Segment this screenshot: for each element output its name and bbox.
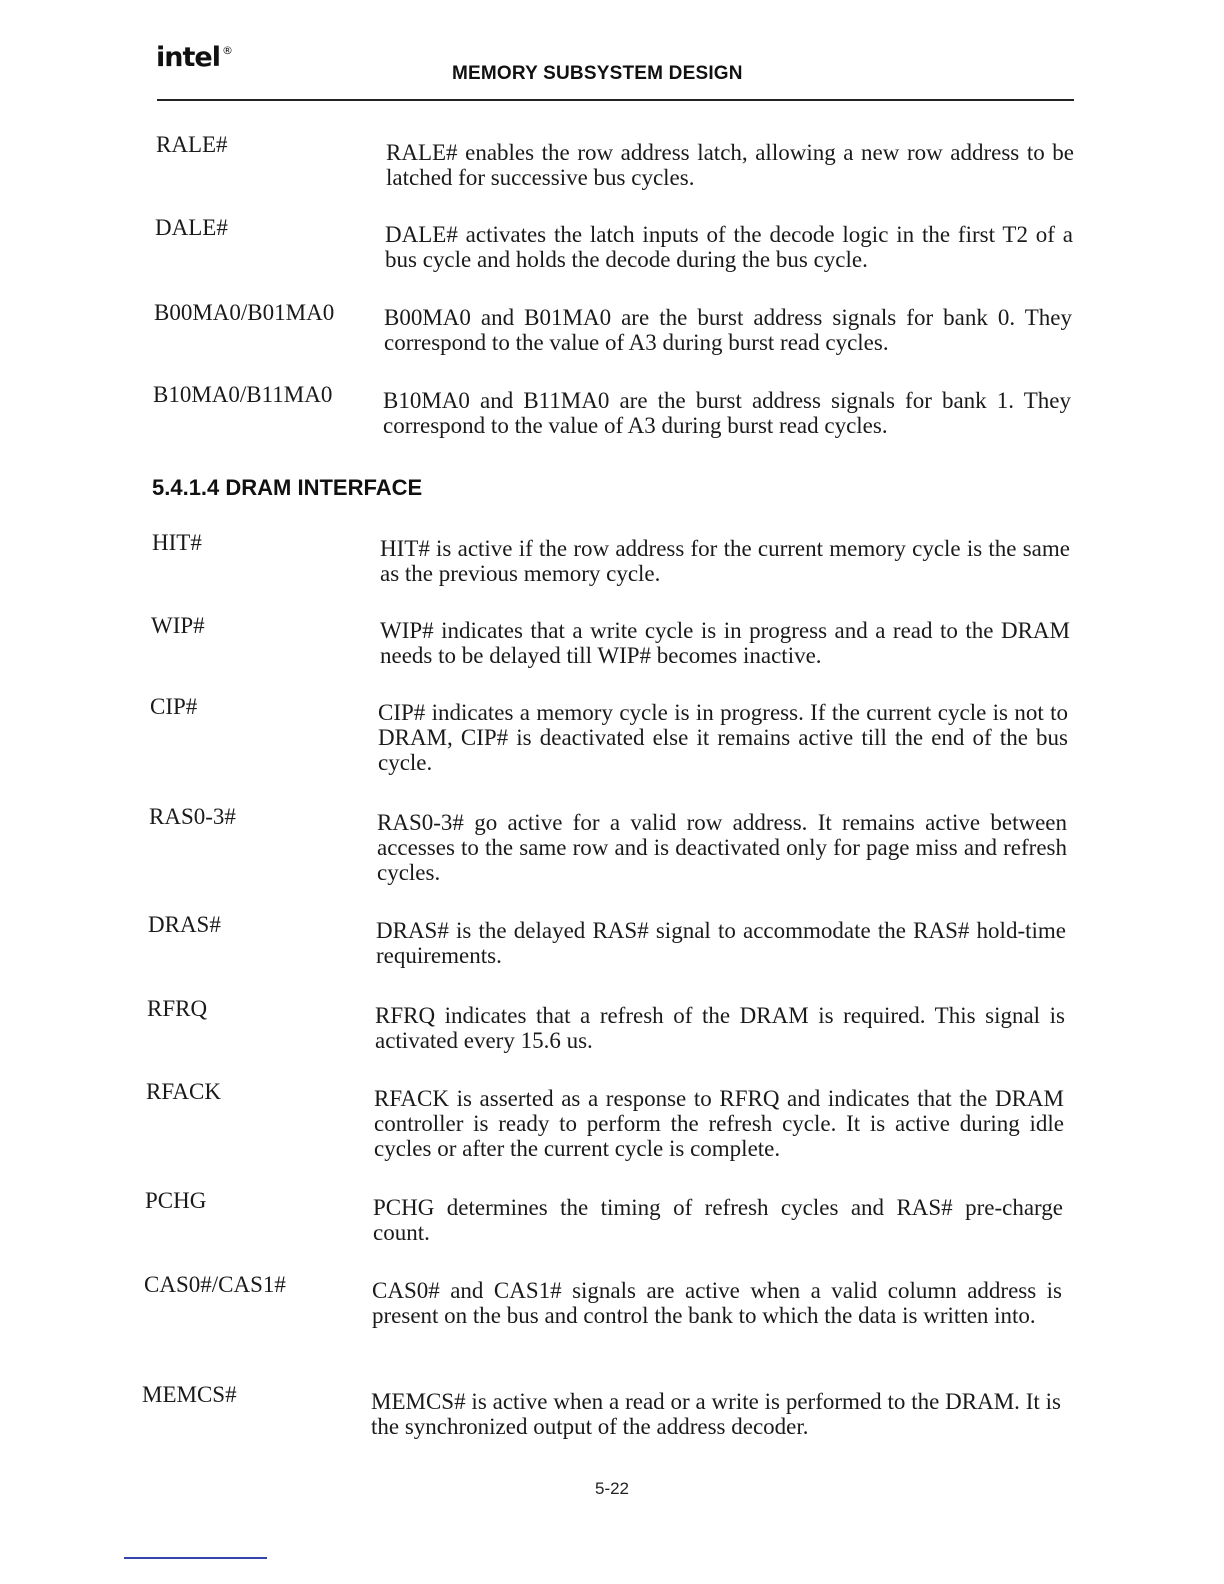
signal-description: B00MA0 and B01MA0 are the burst address signals for bank 0. They correspond to the value of A3 during burst read cycles. xyxy=(384,305,1072,355)
signal-description: B10MA0 and B11MA0 are the burst address signals for bank 1. They correspond to the value of A3 during burst read cycles. xyxy=(383,388,1071,438)
signal-name: RALE# xyxy=(156,132,228,157)
signal-description: DALE# activates the latch inputs of the decode logic in the first T2 of a bus cycle and holds the decode during the bus cycle. xyxy=(385,222,1073,272)
signal-name: CIP# xyxy=(150,694,198,719)
signal-name: DRAS# xyxy=(148,912,221,937)
signal-description: DRAS# is the delayed RAS# signal to accommodate the RAS# hold-time requirements. xyxy=(376,918,1066,968)
signal-name: RFACK xyxy=(146,1079,221,1104)
page-number: 5-22 xyxy=(594,1479,630,1498)
header-title: MEMORY SUBSYSTEM DESIGN xyxy=(452,63,743,84)
registered-mark: ® xyxy=(221,44,232,57)
signal-name: CAS0#/CAS1# xyxy=(144,1272,286,1297)
intel-logo xyxy=(156,42,232,73)
signal-description: CAS0# and CAS1# signals are active when a valid column address is present on the bus and control the bank to which the data is written into. xyxy=(372,1278,1062,1328)
signal-description: HIT# is active if the row address for the current memory cycle is the same as the previous memory cycle. xyxy=(380,536,1070,586)
signal-name: B00MA0/B01MA0 xyxy=(154,300,335,325)
signal-name: DALE# xyxy=(155,215,228,240)
signal-name: B10MA0/B11MA0 xyxy=(153,382,333,407)
signal-name: PCHG xyxy=(145,1188,207,1213)
signal-description: RAS0-3# go active for a valid row address. It remains active between accesses to the same row and is deactivated only for page miss and refresh cycles. xyxy=(377,810,1067,885)
footer-divider xyxy=(124,1557,267,1559)
signal-name: MEMCS# xyxy=(142,1382,237,1407)
signal-description: RALE# enables the row address latch, allowing a new row address to be latched for successive bus cycles. xyxy=(386,140,1074,190)
signal-description: MEMCS# is active when a read or a write is performed to the DRAM. It is the synchronized output of the address decoder. xyxy=(371,1389,1061,1439)
section-title: 5.4.1.4 DRAM INTERFACE xyxy=(152,475,423,500)
signal-name: RAS0-3# xyxy=(149,804,236,829)
signal-description: RFRQ indicates that a refresh of the DRAM is required. This signal is activated every 15.6 us. xyxy=(375,1003,1065,1053)
signal-description: WIP# indicates that a write cycle is in progress and a read to the DRAM needs to be delayed till WIP# becomes inactive. xyxy=(380,618,1070,668)
header-divider xyxy=(157,99,1074,101)
signal-description: CIP# indicates a memory cycle is in progress. If the current cycle is not to DRAM, CIP# is deactivated else it remains active till the end of the bus cycle. xyxy=(378,700,1068,775)
logo-text: intel xyxy=(156,42,220,73)
signal-name: RFRQ xyxy=(147,996,208,1021)
signal-description: RFACK is asserted as a response to RFRQ and indicates that the DRAM controller is ready to perform the refresh cycle. It is active during idle cycles or after the current cycle is complete. xyxy=(374,1086,1064,1161)
signal-name: WIP# xyxy=(151,613,205,638)
signal-description: PCHG determines the timing of refresh cycles and RAS# pre-charge count. xyxy=(373,1195,1063,1245)
signal-name: HIT# xyxy=(152,530,202,555)
